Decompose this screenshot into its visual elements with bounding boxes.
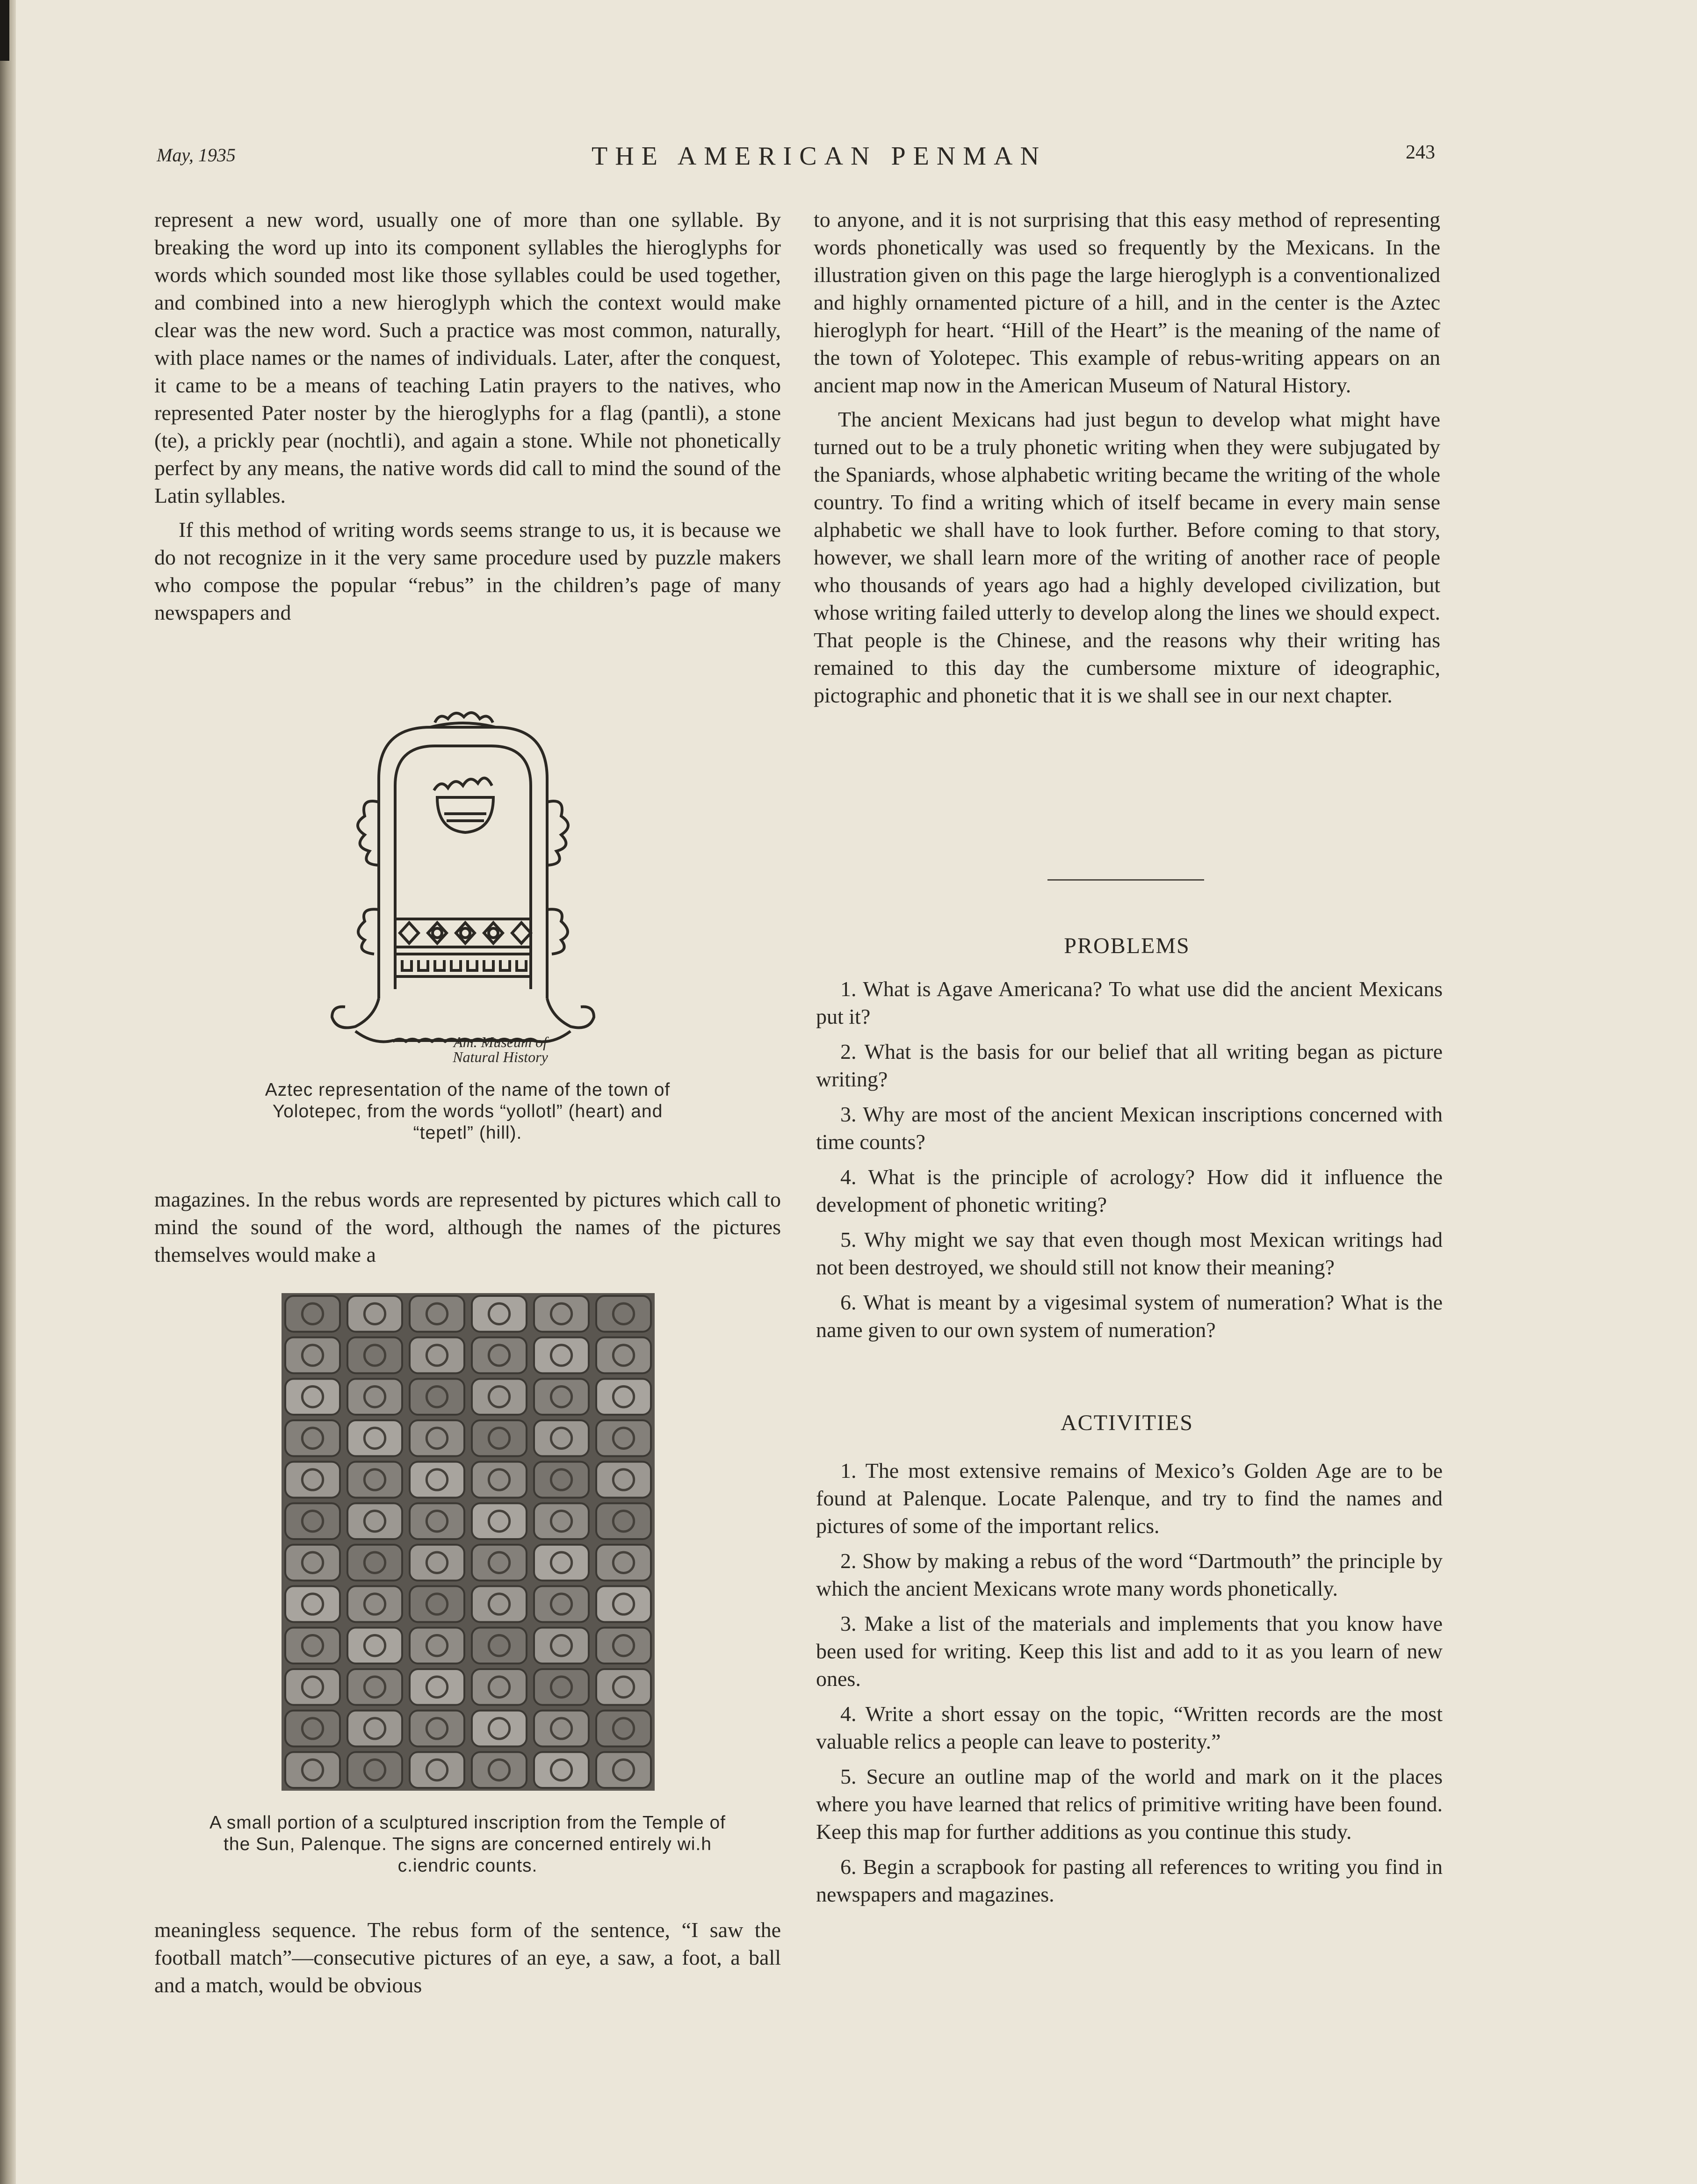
glyph-block xyxy=(472,1503,527,1539)
glyph-block xyxy=(285,1711,340,1747)
glyph-block xyxy=(534,1752,589,1788)
glyph-block xyxy=(596,1379,651,1415)
glyph-block xyxy=(347,1503,402,1539)
glyph-block xyxy=(410,1462,464,1498)
problem-item: 5. Why might we say that even though most Mexican writings had not been destroyed, we should still not know their meaning? xyxy=(816,1228,1443,1279)
activity-item: 1. The most extensive remains of Mexico’s Golden Age are to be found at Palenque. Locate Palenque, and try to find the names and pictures of some of the important relics. xyxy=(816,1459,1443,1538)
paragraph: represent a new word, usually one of more than one syllable. By breaking the word up into its component syllables the hieroglyphs for words which sounded most like those syllables could be used together, and combined into a new hieroglyph which the context would make clear was the new word. Such a practice was most common, naturally, with place names or the names of individuals. Later, after the conquest, it came to be a means of teaching Latin prayers to the natives, who represented Pater noster by the hieroglyphs for a flag (pantli), a stone (te), a prickly pear (nochtli), and again a stone. While not phonetically perfect by any means, the native words did call to mind the sound of the Latin syllables. xyxy=(154,208,781,507)
glyph-block xyxy=(410,1503,464,1539)
glyph-block xyxy=(347,1420,402,1456)
glyph-block xyxy=(534,1711,589,1747)
paragraph: magazines. In the rebus words are represented by pictures which call to mind the sound of the word, although the names of the pictures themselves would make a xyxy=(154,1187,781,1266)
glyph-block xyxy=(347,1752,402,1788)
activity-item: 3. Make a list of the materials and implements that you know have been used for writing. Keep this list and add to it as you learn of new ones. xyxy=(816,1612,1443,1691)
magazine-title: THE AMERICAN PENMAN xyxy=(592,142,1047,171)
glyph-block xyxy=(596,1586,651,1622)
activity-item: 4. Write a short essay on the topic, “Written records are the most valuable relics a people can leave to posterity.” xyxy=(816,1702,1443,1753)
glyph-block xyxy=(285,1545,340,1581)
glyph-block xyxy=(596,1669,651,1705)
right-column-top xyxy=(814,206,1440,716)
glyph-block xyxy=(534,1669,589,1705)
glyph-block xyxy=(410,1669,464,1705)
page-binding-edge xyxy=(0,0,16,2184)
glyph-block xyxy=(534,1627,589,1663)
glyph-block xyxy=(472,1752,527,1788)
credit-line: Natural History xyxy=(453,1049,548,1065)
left-column-bottom xyxy=(154,1916,781,2005)
problem-item: 2. What is the basis for our belief that all writing began as picture writing? xyxy=(816,1040,1443,1091)
glyph-block xyxy=(410,1296,464,1332)
glyph-block xyxy=(472,1296,527,1332)
glyph-block xyxy=(347,1379,402,1415)
glyph-block xyxy=(534,1338,589,1374)
glyph-block xyxy=(285,1503,340,1539)
activity-item: 5. Secure an outline map of the world and mark on it the places where you have learned that relics of primitive writing have been found. Keep this map for further additions as you continue this study. xyxy=(816,1765,1443,1844)
glyph-block xyxy=(472,1586,527,1622)
activity-item: 2. Show by making a rebus of the word “Dartmouth” the principle by which the ancient Mexicans wrote many words phonetically. xyxy=(816,1549,1443,1600)
glyph-block xyxy=(472,1420,527,1456)
activities-list xyxy=(816,1457,1443,1916)
issue-date: May, 1935 xyxy=(157,145,236,166)
glyph-block xyxy=(596,1503,651,1539)
glyph-block xyxy=(472,1379,527,1415)
glyph-block xyxy=(285,1379,340,1415)
problem-item: 6. What is meant by a vigesimal system of numeration? What is the name given to our own system of numeration? xyxy=(816,1290,1443,1342)
glyph-block xyxy=(347,1462,402,1498)
glyph-block xyxy=(596,1627,651,1663)
glyph-block xyxy=(534,1503,589,1539)
glyph-block xyxy=(285,1462,340,1498)
figure-caption: A small portion of a sculptured inscription from the Temple of the Sun, Palenque. The signs are concerned entirely wi.h c.iendric counts. xyxy=(209,1813,726,1876)
problems-heading: PROBLEMS xyxy=(1064,933,1190,958)
glyph-block xyxy=(472,1462,527,1498)
glyph-block xyxy=(285,1752,340,1788)
yolotepec-hieroglyph-figure xyxy=(318,709,608,1045)
glyph-block xyxy=(534,1462,589,1498)
figure-caption: Aztec representation of the name of the town of Yolotepec, from the words “yollotl” (heart) and “tepetl” (hill). xyxy=(265,1080,671,1143)
glyph-block xyxy=(596,1338,651,1374)
glyph-block xyxy=(596,1462,651,1498)
glyph-block xyxy=(347,1669,402,1705)
glyph-block xyxy=(472,1669,527,1705)
glyph-block xyxy=(410,1545,464,1581)
left-column-middle xyxy=(154,1186,781,1275)
glyph-block xyxy=(285,1669,340,1705)
glyph-block xyxy=(285,1586,340,1622)
glyph-block xyxy=(410,1420,464,1456)
glyph-block xyxy=(410,1752,464,1788)
glyph-block xyxy=(410,1586,464,1622)
glyph-block xyxy=(534,1296,589,1332)
glyph-block xyxy=(347,1545,402,1581)
glyph-block xyxy=(347,1711,402,1747)
glyph-block xyxy=(472,1711,527,1747)
glyph-block xyxy=(534,1379,589,1415)
glyph-block xyxy=(596,1711,651,1747)
glyph-block xyxy=(472,1627,527,1663)
glyph-block xyxy=(347,1338,402,1374)
paragraph: to anyone, and it is not surprising that this easy method of representing words phonetically was used so frequently by the Mexicans. In the illustration given on this page the large hieroglyph is a conventionalized and highly ornamented picture of a hill, and in the center is the Aztec hieroglyph for heart. “Hill of the Heart” is the meaning of the name of the town of Yolotepec. This example of rebus-writing appears on an ancient map now in the American Museum of Natural History. xyxy=(814,208,1440,397)
activity-item: 6. Begin a scrapbook for pasting all references to writing you find in newspapers and magazines. xyxy=(816,1855,1443,1906)
left-column-top xyxy=(154,206,781,633)
section-divider xyxy=(1047,879,1204,881)
glyph-block xyxy=(534,1420,589,1456)
paragraph: meaningless sequence. The rebus form of the sentence, “I saw the football match”—consecutive pictures of an eye, a saw, a foot, a ball and a match, would be obvious xyxy=(154,1918,781,1997)
glyph-block xyxy=(347,1627,402,1663)
glyph-block xyxy=(596,1420,651,1456)
problems-list xyxy=(816,975,1443,1351)
glyph-block xyxy=(285,1296,340,1332)
glyph-block xyxy=(596,1296,651,1332)
figure-credit xyxy=(430,1034,570,1064)
paragraph: The ancient Mexicans had just begun to develop what might have turned out to be a truly phonetic writing when they were subjugated by the Spaniards, whose alphabetic writing became the writing of the whole country. To find a writing which of itself became in every main sense alphabetic we shall have to look further. Before coming to that story, however, we shall learn more of the writing of another race of people who thousands of years ago had a highly developed civilization, but whose writing failed utterly to develop along the lines we should expect. That people is the Chinese, and the reasons why their writing has remained to this day the cumbersome mixture of ideographic, pictographic and phonetic that it is we shall see in our next chapter. xyxy=(814,407,1440,707)
glyph-block xyxy=(285,1627,340,1663)
sculptured-glyph-blocks xyxy=(282,1293,655,1791)
credit-line: Am. Museum of xyxy=(454,1034,547,1050)
page-number: 243 xyxy=(1406,142,1435,163)
glyph-block xyxy=(534,1586,589,1622)
palenque-inscription-photo xyxy=(282,1293,655,1791)
glyph-block xyxy=(472,1545,527,1581)
glyph-block xyxy=(410,1711,464,1747)
paragraph: If this method of writing words seems strange to us, it is because we do not recognize in it the very same procedure used by puzzle makers who compose the popular “rebus” in the children’s page of many newspapers and xyxy=(154,518,781,624)
glyph-block xyxy=(285,1420,340,1456)
glyph-block xyxy=(347,1296,402,1332)
glyph-block xyxy=(596,1752,651,1788)
activities-heading: ACTIVITIES xyxy=(1061,1410,1193,1435)
page-header xyxy=(0,144,1697,181)
problem-item: 1. What is Agave Americana? To what use did the ancient Mexicans put it? xyxy=(816,977,1443,1028)
glyph-block xyxy=(410,1338,464,1374)
glyph-block xyxy=(596,1545,651,1581)
glyph-block xyxy=(285,1338,340,1374)
problem-item: 4. What is the principle of acrology? How did it influence the development of phonetic writing? xyxy=(816,1165,1443,1216)
problem-item: 3. Why are most of the ancient Mexican inscriptions concerned with time counts? xyxy=(816,1102,1443,1154)
glyph-block xyxy=(534,1545,589,1581)
glyph-block xyxy=(347,1586,402,1622)
hill-heart-glyph-illustration xyxy=(318,709,608,1045)
glyph-block xyxy=(410,1379,464,1415)
glyph-block xyxy=(472,1338,527,1374)
glyph-block xyxy=(410,1627,464,1663)
